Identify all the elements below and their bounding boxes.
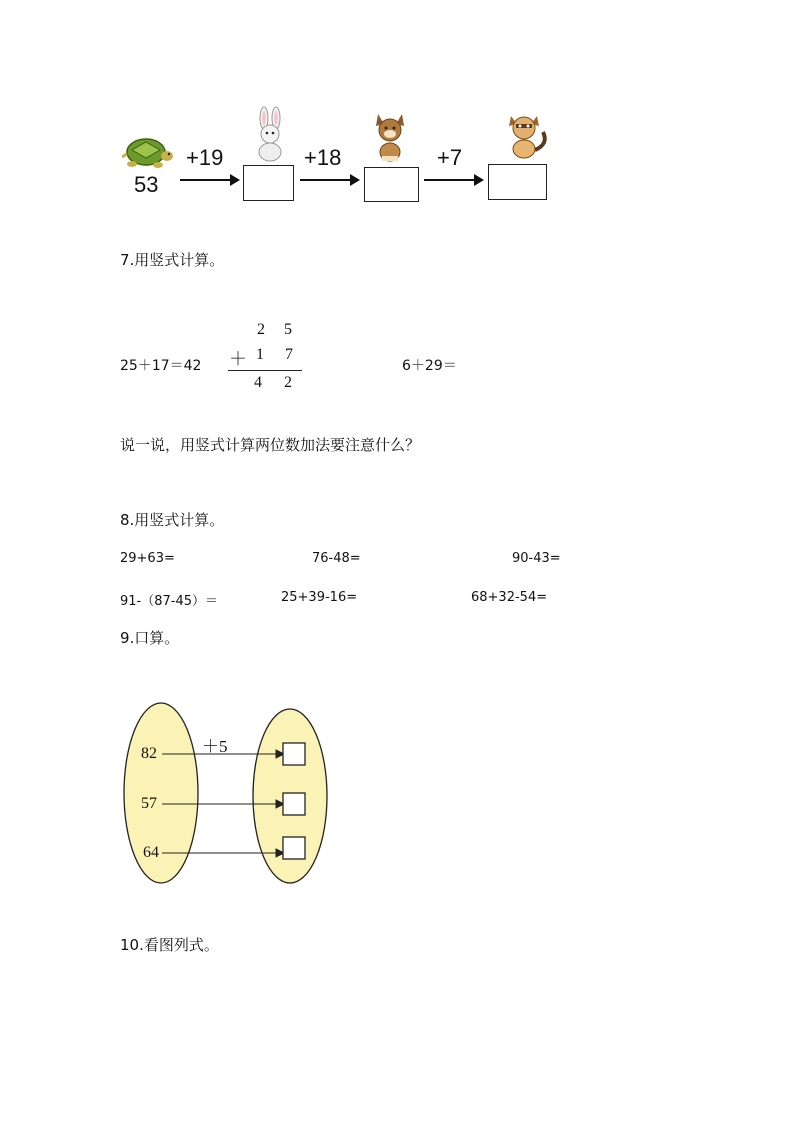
arrow-right-icon <box>300 172 360 188</box>
q7-title: 7.用竖式计算。 <box>120 251 225 269</box>
q10-title: 10.看图列式。 <box>120 936 219 954</box>
plus-sign: ＋ <box>229 349 247 369</box>
q8-problem: 25+39-16= <box>281 590 358 605</box>
vertical-digit: 4 <box>254 374 262 391</box>
vertical-digit: 7 <box>285 346 293 363</box>
step-label-1: +19 <box>186 145 224 170</box>
start-number: 53 <box>134 172 159 197</box>
answer-box-1[interactable] <box>243 165 294 201</box>
answer-box[interactable] <box>283 793 305 815</box>
q7-discussion-question: 说一说，用竖式计算两位数加法要注意什么？ <box>120 436 421 454</box>
answer-box-2[interactable] <box>364 167 419 202</box>
dog-icon <box>372 110 408 162</box>
vertical-digit: 1 <box>256 346 264 363</box>
q8-problem: 29+63= <box>120 551 175 566</box>
q7-problem-2: 6＋29＝ <box>402 358 457 374</box>
answer-box[interactable] <box>283 743 305 765</box>
rabbit-icon <box>252 106 288 162</box>
q8-title: 8.用竖式计算。 <box>120 511 225 529</box>
q8-problem: 90-43= <box>512 551 561 566</box>
step-label-2: +18 <box>304 145 342 170</box>
q8-problem: 91-（87-45）＝ <box>120 594 219 609</box>
step-label-3: +7 <box>437 145 463 170</box>
cat-icon <box>505 110 555 160</box>
turtle-icon <box>122 132 174 172</box>
vertical-digit: 5 <box>284 321 292 338</box>
q9-title: 9.口算。 <box>120 629 180 647</box>
q8-problem: 76-48= <box>312 551 361 566</box>
q8-problem: 68+32-54= <box>471 590 548 605</box>
q7-example-equation: 25＋17＝42 <box>120 358 202 374</box>
operation-label: ＋5 <box>202 737 228 756</box>
sum-line <box>228 370 302 371</box>
vertical-digit: 2 <box>284 374 292 391</box>
vertical-digit: 2 <box>257 321 265 338</box>
arrow-right-icon <box>180 172 240 188</box>
input-oval <box>124 703 198 883</box>
answer-box[interactable] <box>283 837 305 859</box>
input-number: 57 <box>141 795 157 812</box>
input-number: 82 <box>141 745 157 762</box>
input-number: 64 <box>143 844 159 861</box>
answer-box-3[interactable] <box>488 164 547 200</box>
arrow-right-icon <box>424 172 484 188</box>
